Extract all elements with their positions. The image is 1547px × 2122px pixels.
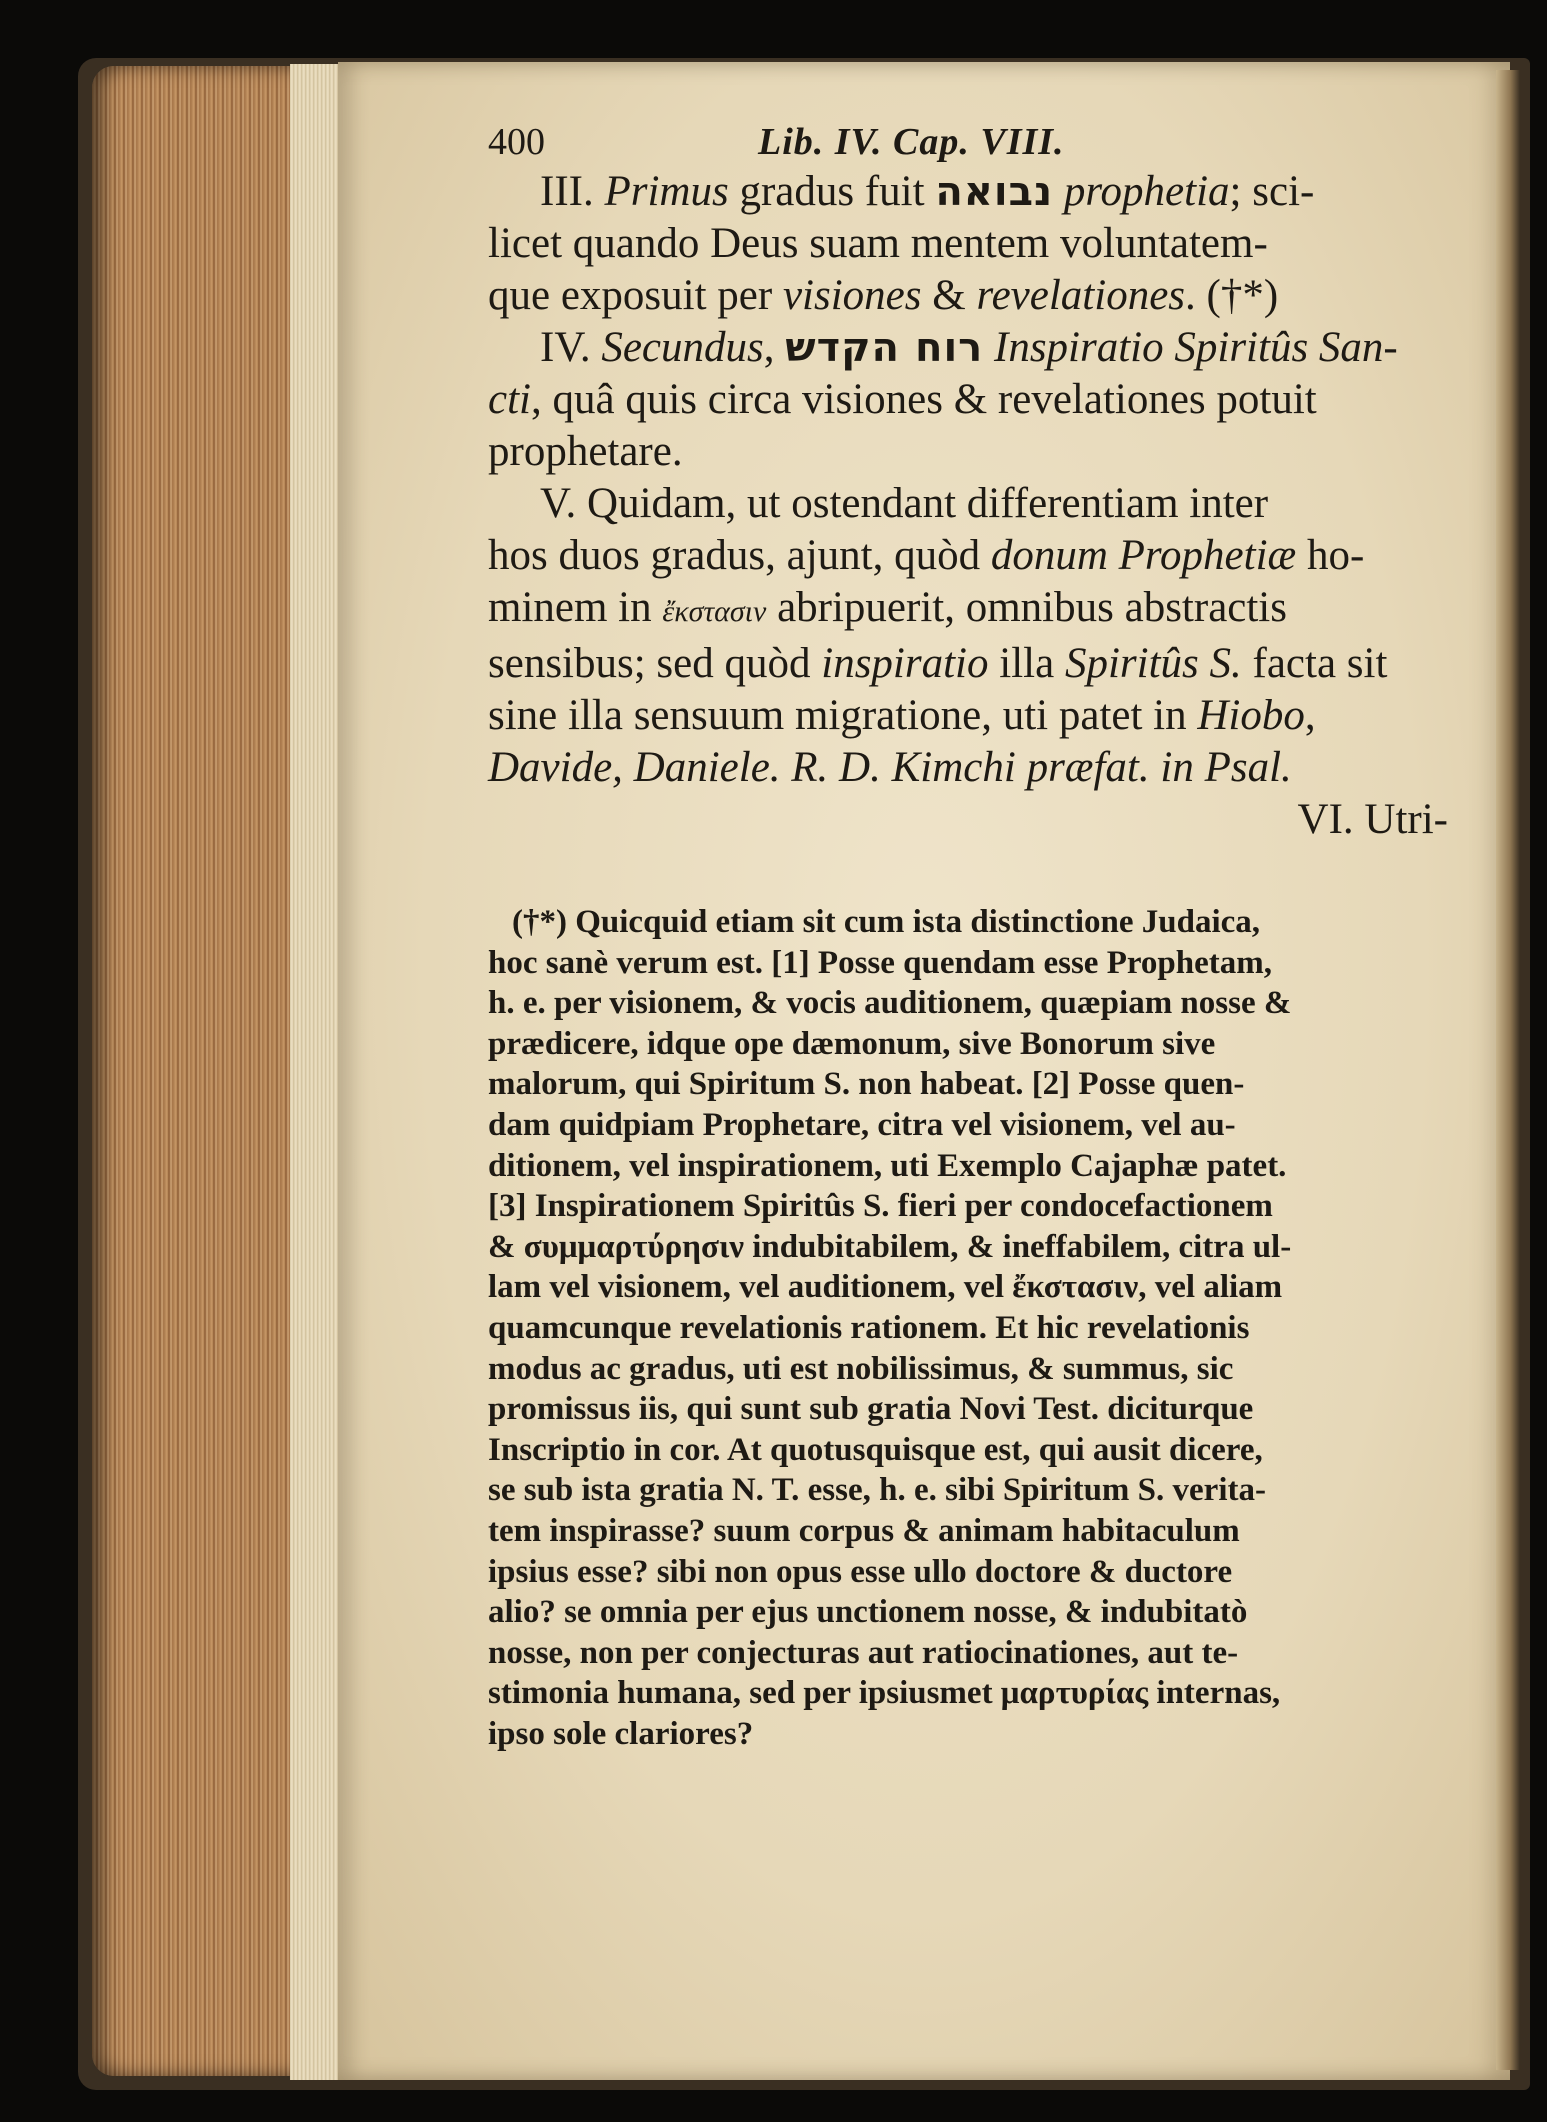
text-line: licet quando Deus suam mentem voluntatem- (488, 220, 1268, 267)
section-number: III. (540, 168, 594, 215)
text-line: prophetare. (488, 428, 683, 475)
footnote-line: tem inspirasse? suum corpus & animam habitaculum (488, 1512, 1240, 1549)
greek-term: ἔκστασιν (662, 595, 767, 628)
footnote-line: h. e. per visionem, & vocis auditionem, quæpiam nosse & (488, 985, 1292, 1022)
page-number: 400 (488, 121, 545, 163)
text-fragment: sine illa sensuum migratione, uti patet in (488, 692, 1187, 739)
italic-term: revelationes (976, 272, 1186, 319)
footnote-line: se sub ista gratia N. T. esse, h. e. sibi Spiritum S. verita- (488, 1472, 1266, 1509)
text-line (488, 742, 1458, 794)
footnote-line: [3] Inspirationem Spiritûs S. fieri per condocefactionem (488, 1188, 1273, 1225)
footnote-line: lam vel visionem, vel auditionem, vel ἔκστασιν, vel aliam (488, 1269, 1283, 1306)
text-fragment: illa (999, 640, 1055, 687)
paragraph-4 (488, 322, 1458, 478)
footnote-line: hoc sanè verum est. [1] Posse quendam esse Prophetam, (488, 944, 1272, 981)
footnote-line: prædicere, idque ope dæmonum, sive Bonorum sive (488, 1025, 1216, 1062)
text-line (488, 270, 1458, 322)
text-line (488, 582, 1458, 638)
italic-term: Secundus (601, 324, 764, 371)
footnote-block (488, 902, 1458, 1754)
text-line (488, 166, 1458, 218)
footnote-line: ditionem, vel inspirationem, uti Exemplo Cajaphæ patet. (488, 1147, 1287, 1184)
text-line: sine illa sensuum migratione, uti patet in Hiobo, (488, 692, 1316, 739)
footnote-line: modus ac gradus, uti est nobilissimus, & summus, sic (488, 1350, 1234, 1387)
paragraph-3 (488, 166, 1458, 322)
footnote-line: Inscriptio in cor. At quotusquisque est, qui ausit dicere, (488, 1431, 1263, 1468)
text-line (488, 638, 1458, 690)
page-text-block (488, 118, 1458, 1754)
italic-term: Spiritûs S. (1064, 640, 1242, 687)
hebrew-term: נבואה (935, 169, 1054, 215)
footnote-line: alio? se omnia per ejus unctionem nosse, & indubitatò (488, 1594, 1248, 1631)
footnote-line: promissus iis, qui sunt sub gratia Novi Test. diciturque (488, 1391, 1254, 1428)
text-fragment: , quâ quis circa visiones & revelationes potuit (530, 376, 1317, 423)
text-fragment: hos duos gradus, ajunt, quòd (488, 532, 981, 579)
text-fragment: minem in (488, 584, 652, 631)
text-line (488, 530, 1458, 582)
footnote-line: ipsius esse? sibi non opus esse ullo doctore & ductore (488, 1553, 1233, 1590)
italic-term: cti (488, 376, 531, 423)
italic-term: Primus (604, 168, 729, 215)
text-fragment: & (932, 272, 966, 319)
text-fragment: ; sci- (1229, 168, 1315, 215)
footnote-line: malorum, qui Spiritum S. non habeat. [2] Posse quen- (488, 1066, 1245, 1103)
text-fragment: ho- (1306, 532, 1365, 579)
footnote-line: nosse, non per conjecturas aut ratiocinationes, aut te- (488, 1634, 1239, 1671)
text-fragment: , (763, 324, 775, 371)
citation: Davide, Daniele. R. D. Kimchi præfat. in Psal. (488, 744, 1292, 791)
text-fragment: gradus fuit (739, 168, 925, 215)
italic-term: Inspiratio Spiritûs San- (994, 324, 1398, 371)
text-fragment: abripuerit, omnibus abstractis (777, 584, 1287, 631)
running-head (488, 118, 1458, 166)
footnote-line: dam quidpiam Prophetare, citra vel visionem, vel au- (488, 1106, 1236, 1143)
text-line (488, 322, 1458, 374)
catchword: VI. Utri- (1297, 796, 1448, 843)
footnote-line: (†*) Quicquid etiam sit cum ista distinctione Judaica, (512, 904, 1261, 940)
text-fragment: que exposuit per (488, 272, 773, 319)
paragraph-5 (488, 478, 1458, 794)
hebrew-term: רוח הקדש (785, 325, 984, 371)
page-gutter (1496, 70, 1520, 2070)
italic-term: Hiobo (1197, 692, 1305, 739)
footnote-line: stimonia humana, sed per ipsiusmet μαρτυρίας internas, (488, 1675, 1281, 1712)
text-fragment: facta sit (1252, 640, 1388, 687)
text-fragment: sensibus; sed quòd (488, 640, 811, 687)
italic-term: visiones (782, 272, 922, 319)
footnote-line: quamcunque revelationis rationem. Et hic revelationis (488, 1309, 1250, 1346)
italic-term: inspiratio (821, 640, 989, 687)
page-stack (290, 64, 342, 2080)
footnote-line: & συμμαρτύρησιν indubitabilem, & ineffabilem, citra ul- (488, 1228, 1292, 1265)
italic-term: donum Prophetiæ (990, 532, 1297, 579)
section-number: IV. (540, 324, 591, 371)
footnote-line: ipso sole clariores? (488, 1715, 754, 1752)
running-title: Lib. IV. Cap. VIII. (758, 121, 1065, 163)
italic-term: prophetia (1063, 168, 1230, 215)
text-line: V. Quidam, ut ostendant differentiam inter (540, 480, 1269, 527)
main-text (488, 166, 1458, 846)
footnote-marker: . (†*) (1185, 272, 1279, 319)
text-line (488, 374, 1458, 426)
